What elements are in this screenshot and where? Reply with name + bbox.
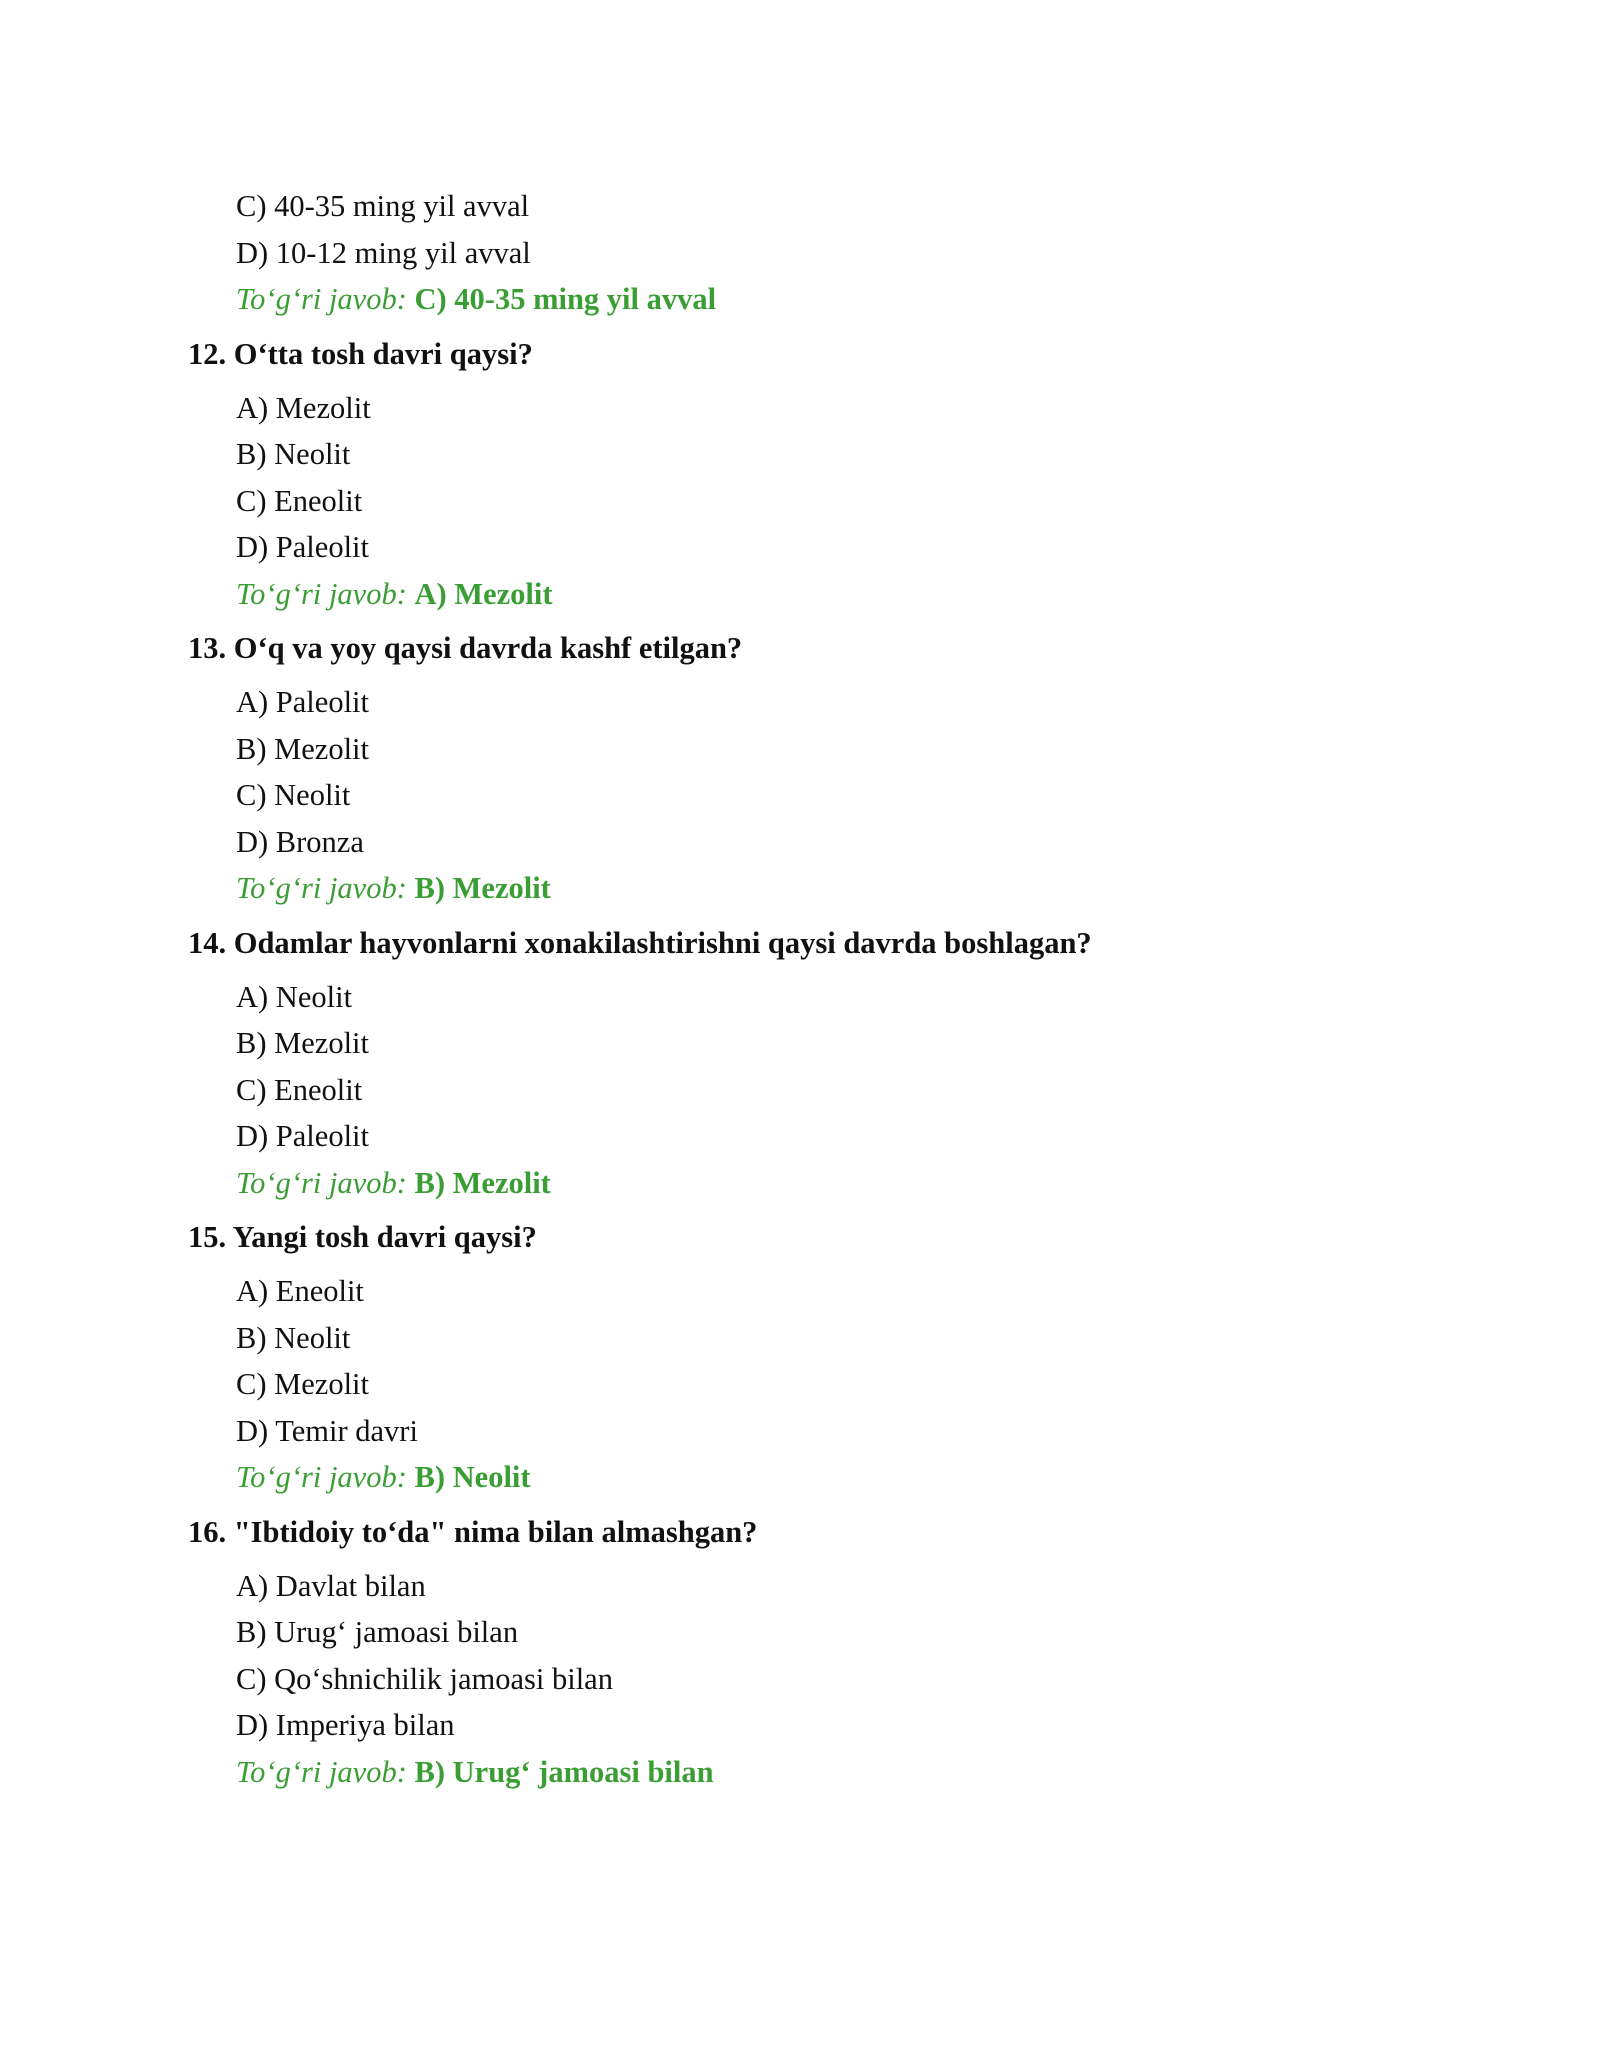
question-title (0, 1501, 1600, 1563)
question-number: 14. (188, 925, 227, 960)
question-16 (0, 1501, 1600, 1796)
answer-prefix: To‘g‘ri javob: (236, 282, 407, 316)
question-13 (0, 617, 1600, 912)
answer-value: C) 40-35 ming yil avval (414, 282, 717, 316)
answer-value: B) Urug‘ jamoasi bilan (414, 1754, 714, 1789)
option: B) Mezolit (236, 1026, 369, 1060)
answer-prefix: To‘g‘ri javob: (236, 576, 407, 611)
option: C) Eneolit (236, 483, 363, 518)
option: C) Eneolit (236, 1072, 363, 1107)
option: D) Paleolit (236, 530, 369, 564)
correct-answer (0, 1454, 1600, 1501)
option: D) 10-12 ming yil avval (236, 235, 531, 270)
question-text: Yangi tosh davri qaysi? (232, 1220, 537, 1254)
option: D) Paleolit (236, 1119, 369, 1153)
correct-answer (0, 865, 1600, 912)
option: C) Qo‘shnichilik jamoasi bilan (236, 1661, 613, 1696)
option: A) Mezolit (236, 390, 371, 425)
question-text: O‘q va yoy qaysi davrda kashf etilgan? (233, 631, 743, 665)
option: C) 40-35 ming yil avval (236, 189, 530, 223)
question-number: 16. (188, 1514, 227, 1549)
option: A) Paleolit (236, 685, 369, 719)
question-title (0, 1206, 1600, 1268)
question-12 (0, 323, 1600, 618)
correct-answer (0, 571, 1600, 618)
answer-value: A) Mezolit (414, 576, 553, 611)
correct-answer (0, 276, 1600, 323)
question-title (0, 323, 1600, 385)
option: B) Urug‘ jamoasi bilan (236, 1615, 519, 1649)
answer-prefix: To‘g‘ri javob: (236, 1460, 407, 1494)
option: C) Neolit (236, 778, 351, 812)
option: A) Davlat bilan (236, 1568, 426, 1603)
question-number: 13. (188, 631, 227, 665)
answer-prefix: To‘g‘ri javob: (236, 1754, 407, 1789)
option: C) Mezolit (236, 1367, 369, 1401)
option: D) Temir davri (236, 1413, 418, 1448)
answer-value: B) Mezolit (414, 1165, 551, 1200)
question-text: O‘tta tosh davri qaysi? (233, 336, 533, 371)
question-15 (0, 1206, 1600, 1501)
option: A) Eneolit (236, 1274, 364, 1308)
option: A) Neolit (236, 979, 353, 1014)
question-number: 15. (188, 1220, 227, 1254)
answer-prefix: To‘g‘ri javob: (236, 1165, 407, 1200)
question-14 (0, 912, 1600, 1207)
answer-value: B) Neolit (414, 1460, 531, 1494)
question-number: 12. (188, 336, 227, 371)
correct-answer (0, 1749, 1600, 1796)
question-title (0, 912, 1600, 974)
question-text: Odamlar hayvonlarni xonakilashtirishni qaysi davrda boshlagan? (233, 925, 1092, 960)
answer-value: B) Mezolit (414, 871, 551, 905)
option: B) Neolit (236, 1320, 351, 1355)
option: B) Mezolit (236, 731, 369, 766)
question-text: "Ibtidoiy to‘da" nima bilan almashgan? (233, 1514, 758, 1549)
option: D) Imperiya bilan (236, 1708, 455, 1742)
answer-prefix: To‘g‘ri javob: (236, 871, 407, 905)
question-title (0, 617, 1600, 679)
option: D) Bronza (236, 824, 364, 859)
option: B) Neolit (236, 437, 351, 471)
correct-answer (0, 1160, 1600, 1207)
question-11-fragment (0, 0, 1600, 323)
